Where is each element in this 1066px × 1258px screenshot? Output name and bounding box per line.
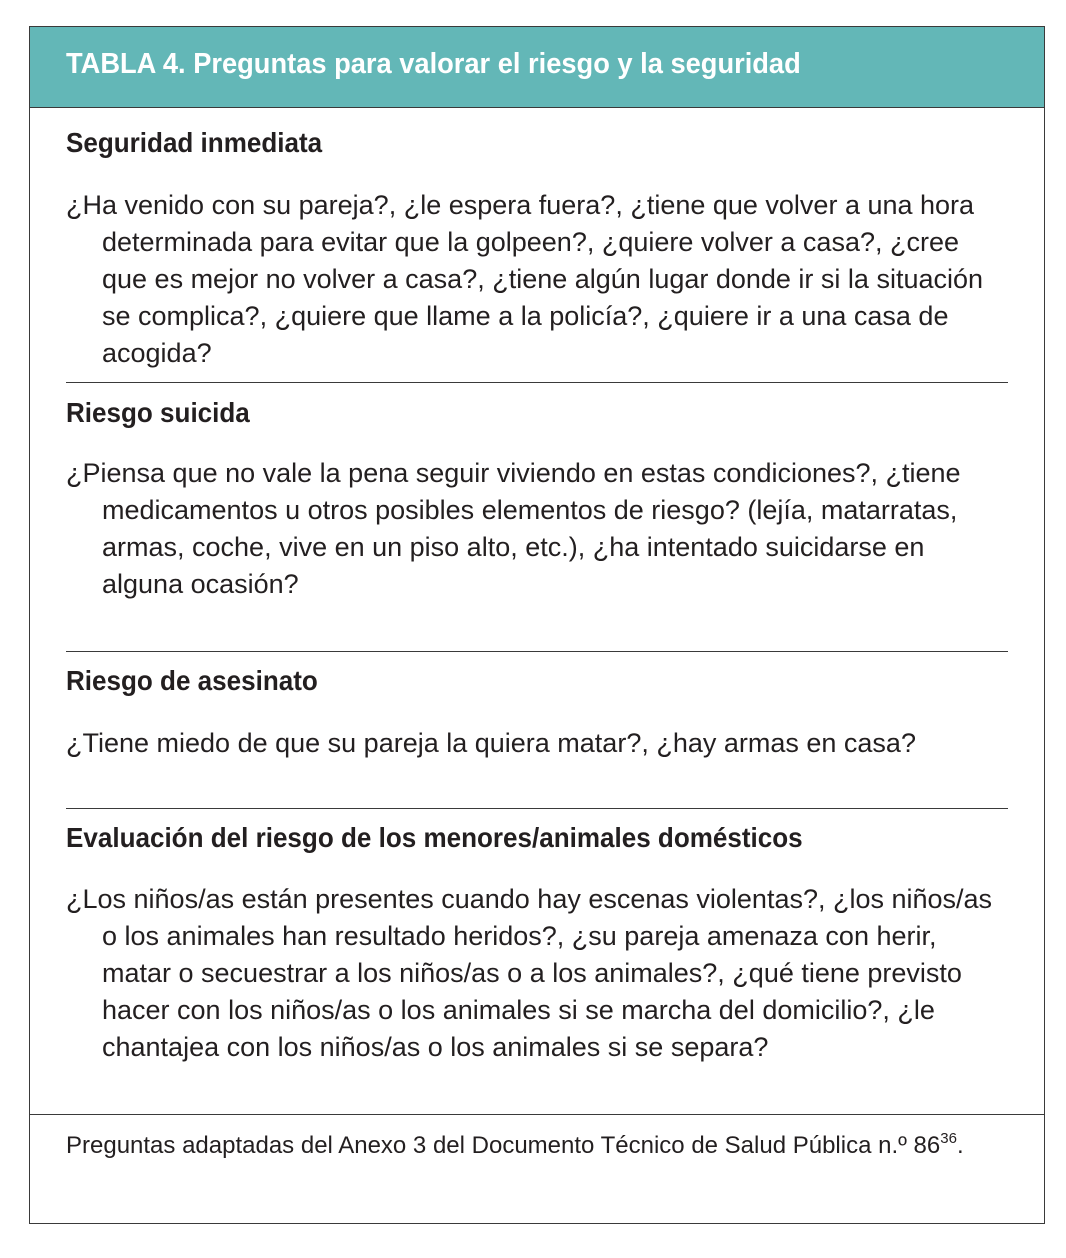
table-title: TABLA 4. Preguntas para valorar el riesgo y la seguridad <box>66 48 801 80</box>
footnote-end: . <box>956 1132 964 1159</box>
table-header <box>30 27 1044 108</box>
section-text-riesgo-menores-animales: ¿Los niños/as están presentes cuando hay escenas violentas?, ¿los niños/as o los animales han resultado heridos?, ¿su pareja amenaza con herir, matar o secuestrar a los niños/as o a los animales?, ¿qué tiene previsto hacer con los niños/as o los animales si se marcha del domicilio?, ¿le chantajea con los niños/as o los animales si se separa? <box>66 884 993 1062</box>
section-heading-riesgo-suicida: Riesgo suicida <box>66 397 250 428</box>
section-text-seguridad-inmediata: ¿Ha venido con su pareja?, ¿le espera fuera?, ¿tiene que volver a una hora determinada para evitar que la golpeen?, ¿quiere volver a casa?, ¿cree que es mejor no volver a casa?, ¿tiene algún lugar donde ir si la situación se complica?, ¿quiere que llame a la policía?, ¿quiere ir a una casa de acogida? <box>66 190 984 368</box>
footer-divider <box>30 1114 1044 1115</box>
footnote-reference: 36 <box>940 1130 957 1147</box>
section-heading-seguridad-inmediata: Seguridad inmediata <box>66 127 323 158</box>
section-text-riesgo-suicida: ¿Piensa que no vale la pena seguir viviendo en estas condiciones?, ¿tiene medicamentos u otros posibles elementos de riesgo? (lejía, matarratas, armas, coche, vive en un piso alto, etc.), ¿ha intentado suicidarse en alguna ocasión? <box>66 458 961 599</box>
section-divider <box>66 382 1008 383</box>
table-4 <box>29 26 1045 1224</box>
section-text-riesgo-asesinato: ¿Tiene miedo de que su pareja la quiera matar?, ¿hay armas en casa? <box>66 728 916 758</box>
section-heading-riesgo-asesinato: Riesgo de asesinato <box>66 665 318 696</box>
section-divider <box>66 808 1008 809</box>
footnote-text: Preguntas adaptadas del Anexo 3 del Documento Técnico de Salud Pública n.º 86 <box>66 1132 941 1159</box>
section-divider <box>66 651 1008 652</box>
table-footnote <box>66 1130 1016 1161</box>
section-heading-riesgo-menores-animales: Evaluación del riesgo de los menores/animales domésticos <box>66 822 803 853</box>
